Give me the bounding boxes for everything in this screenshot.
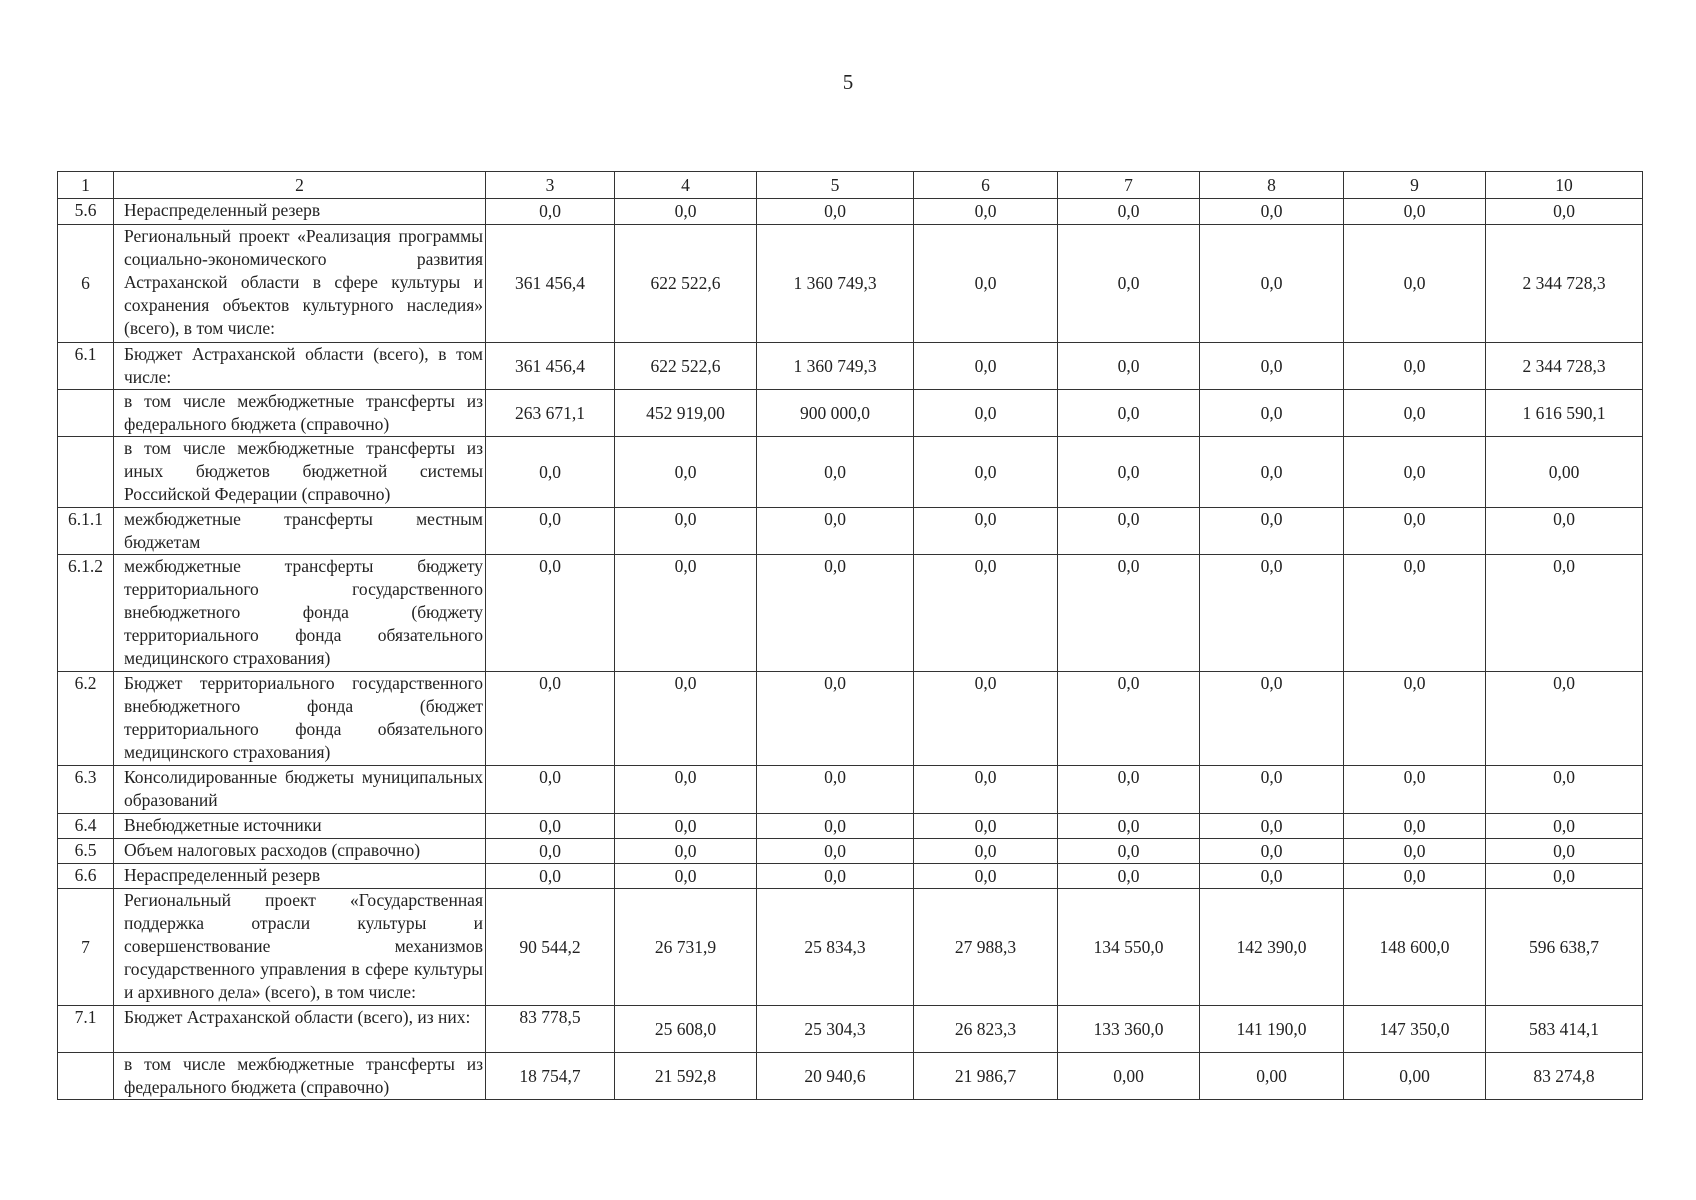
value-cell: 0,0 xyxy=(1200,766,1344,814)
value-cell: 0,0 xyxy=(1200,390,1344,437)
value-cell: 0,0 xyxy=(1486,555,1643,672)
table-row xyxy=(58,437,1643,508)
value-cell: 0,0 xyxy=(1200,839,1344,864)
row-description: в том числе межбюджетные трансферты из иных бюджетов бюджетной системы Российской Федерации (справочно) xyxy=(114,437,486,508)
value-cell: 0,0 xyxy=(914,199,1058,225)
value-cell: 0,0 xyxy=(1344,508,1486,555)
value-cell: 583 414,1 xyxy=(1486,1006,1643,1053)
value-cell: 0,0 xyxy=(1486,508,1643,555)
value-cell: 26 823,3 xyxy=(914,1006,1058,1053)
header-cell: 10 xyxy=(1486,172,1643,199)
value-cell: 0,0 xyxy=(1200,508,1344,555)
value-cell: 0,0 xyxy=(615,555,757,672)
value-cell: 18 754,7 xyxy=(486,1053,615,1100)
header-cell: 8 xyxy=(1200,172,1344,199)
value-cell: 148 600,0 xyxy=(1344,889,1486,1006)
value-cell: 0,0 xyxy=(1058,555,1200,672)
value-cell: 141 190,0 xyxy=(1200,1006,1344,1053)
budget-table xyxy=(57,171,1643,1100)
table-row xyxy=(58,864,1643,889)
value-cell: 0,0 xyxy=(1058,672,1200,766)
value-cell: 596 638,7 xyxy=(1486,889,1643,1006)
row-number: 6 xyxy=(58,225,114,343)
row-number: 6.2 xyxy=(58,672,114,766)
value-cell: 0,0 xyxy=(757,437,914,508)
value-cell: 0,0 xyxy=(914,225,1058,343)
value-cell: 0,00 xyxy=(1486,437,1643,508)
value-cell: 0,0 xyxy=(1200,814,1344,839)
row-description: Нераспределенный резерв xyxy=(114,199,486,225)
row-description: Внебюджетные источники xyxy=(114,814,486,839)
value-cell: 27 988,3 xyxy=(914,889,1058,1006)
value-cell: 0,0 xyxy=(1200,555,1344,672)
value-cell: 134 550,0 xyxy=(1058,889,1200,1006)
value-cell: 0,0 xyxy=(1058,814,1200,839)
value-cell: 0,0 xyxy=(615,864,757,889)
value-cell: 0,0 xyxy=(486,672,615,766)
row-number: 6.6 xyxy=(58,864,114,889)
value-cell: 25 834,3 xyxy=(757,889,914,1006)
row-number xyxy=(58,437,114,508)
page-number: 5 xyxy=(842,70,854,94)
table-row xyxy=(58,1006,1643,1053)
value-cell: 83 778,5 xyxy=(486,1006,615,1053)
value-cell: 0,0 xyxy=(757,814,914,839)
value-cell: 1 360 749,3 xyxy=(757,343,914,390)
table-row xyxy=(58,508,1643,555)
value-cell: 0,0 xyxy=(1344,766,1486,814)
value-cell: 0,0 xyxy=(757,766,914,814)
value-cell: 0,0 xyxy=(1344,555,1486,672)
value-cell: 0,0 xyxy=(615,814,757,839)
value-cell: 622 522,6 xyxy=(615,225,757,343)
value-cell: 0,0 xyxy=(1200,864,1344,889)
value-cell: 0,0 xyxy=(486,437,615,508)
value-cell: 0,0 xyxy=(1058,390,1200,437)
value-cell: 20 940,6 xyxy=(757,1053,914,1100)
header-cell: 2 xyxy=(114,172,486,199)
row-number: 6.5 xyxy=(58,839,114,864)
value-cell: 0,0 xyxy=(1058,199,1200,225)
row-number: 6.1.2 xyxy=(58,555,114,672)
row-description: Бюджет территориального государственного внебюджетного фонда (бюджет территориального фонда обязательного медицинского страхования) xyxy=(114,672,486,766)
value-cell: 0,00 xyxy=(1344,1053,1486,1100)
row-number: 7.1 xyxy=(58,1006,114,1053)
table-row xyxy=(58,672,1643,766)
table-row xyxy=(58,839,1643,864)
value-cell: 0,0 xyxy=(486,555,615,672)
row-description: межбюджетные трансферты бюджету территориального государственного внебюджетного фонда (бюджету территориального фонда обязательного медицинского страхования) xyxy=(114,555,486,672)
value-cell: 0,0 xyxy=(1344,437,1486,508)
value-cell: 0,0 xyxy=(914,766,1058,814)
value-cell: 0,0 xyxy=(1344,814,1486,839)
value-cell: 0,0 xyxy=(1486,766,1643,814)
value-cell: 0,0 xyxy=(757,672,914,766)
value-cell: 142 390,0 xyxy=(1200,889,1344,1006)
table-row xyxy=(58,889,1643,1006)
value-cell: 1 360 749,3 xyxy=(757,225,914,343)
value-cell: 25 608,0 xyxy=(615,1006,757,1053)
value-cell: 147 350,0 xyxy=(1344,1006,1486,1053)
row-description: межбюджетные трансферты местным бюджетам xyxy=(114,508,486,555)
value-cell: 21 592,8 xyxy=(615,1053,757,1100)
value-cell: 0,0 xyxy=(615,508,757,555)
table-row xyxy=(58,199,1643,225)
header-cell: 3 xyxy=(486,172,615,199)
row-description: Бюджет Астраханской области (всего), в том числе: xyxy=(114,343,486,390)
header-cell: 9 xyxy=(1344,172,1486,199)
value-cell: 0,0 xyxy=(1486,814,1643,839)
header-cell: 5 xyxy=(757,172,914,199)
value-cell: 0,0 xyxy=(1344,864,1486,889)
value-cell: 0,0 xyxy=(1200,343,1344,390)
value-cell: 133 360,0 xyxy=(1058,1006,1200,1053)
row-description: Бюджет Астраханской области (всего), из них: xyxy=(114,1006,486,1053)
value-cell: 0,0 xyxy=(615,437,757,508)
header-cell: 7 xyxy=(1058,172,1200,199)
table-row xyxy=(58,390,1643,437)
value-cell: 0,0 xyxy=(1344,225,1486,343)
table-row xyxy=(58,225,1643,343)
row-number: 6.4 xyxy=(58,814,114,839)
value-cell: 0,0 xyxy=(1344,672,1486,766)
value-cell: 21 986,7 xyxy=(914,1053,1058,1100)
value-cell: 0,0 xyxy=(1486,672,1643,766)
value-cell: 25 304,3 xyxy=(757,1006,914,1053)
row-number xyxy=(58,1053,114,1100)
row-number: 6.1.1 xyxy=(58,508,114,555)
value-cell: 0,0 xyxy=(1200,437,1344,508)
row-description: в том числе межбюджетные трансферты из федерального бюджета (справочно) xyxy=(114,1053,486,1100)
header-cell: 1 xyxy=(58,172,114,199)
value-cell: 0,0 xyxy=(486,766,615,814)
value-cell: 0,0 xyxy=(1058,343,1200,390)
value-cell: 0,0 xyxy=(1058,864,1200,889)
value-cell: 0,0 xyxy=(757,199,914,225)
table-row xyxy=(58,343,1643,390)
value-cell: 0,0 xyxy=(1344,390,1486,437)
value-cell: 0,0 xyxy=(1058,225,1200,343)
value-cell: 0,0 xyxy=(757,864,914,889)
value-cell: 0,0 xyxy=(914,508,1058,555)
value-cell: 0,0 xyxy=(914,814,1058,839)
value-cell: 2 344 728,3 xyxy=(1486,225,1643,343)
value-cell: 0,0 xyxy=(615,766,757,814)
value-cell: 0,0 xyxy=(1058,839,1200,864)
row-description: Объем налоговых расходов (справочно) xyxy=(114,839,486,864)
value-cell: 0,0 xyxy=(757,839,914,864)
table-row xyxy=(58,814,1643,839)
value-cell: 0,0 xyxy=(486,814,615,839)
value-cell: 2 344 728,3 xyxy=(1486,343,1643,390)
value-cell: 0,00 xyxy=(1058,1053,1200,1100)
value-cell: 0,0 xyxy=(914,672,1058,766)
value-cell: 0,0 xyxy=(486,839,615,864)
value-cell: 0,0 xyxy=(1058,766,1200,814)
value-cell: 0,0 xyxy=(1344,343,1486,390)
value-cell: 0,0 xyxy=(757,508,914,555)
row-description: в том числе межбюджетные трансферты из федерального бюджета (справочно) xyxy=(114,390,486,437)
value-cell: 0,0 xyxy=(615,672,757,766)
row-number: 5.6 xyxy=(58,199,114,225)
value-cell: 361 456,4 xyxy=(486,225,615,343)
value-cell: 0,0 xyxy=(1200,672,1344,766)
value-cell: 0,0 xyxy=(757,555,914,672)
value-cell: 0,0 xyxy=(615,839,757,864)
value-cell: 0,0 xyxy=(914,437,1058,508)
value-cell: 0,0 xyxy=(1344,199,1486,225)
value-cell: 361 456,4 xyxy=(486,343,615,390)
table-row xyxy=(58,555,1643,672)
row-description: Консолидированные бюджеты муниципальных образований xyxy=(114,766,486,814)
row-number: 7 xyxy=(58,889,114,1006)
header-cell: 6 xyxy=(914,172,1058,199)
row-description: Региональный проект «Реализация программы социально-экономического развития Астраханской области в сфере культуры и сохранения объектов культурного наследия» (всего), в том числе: xyxy=(114,225,486,343)
value-cell: 0,0 xyxy=(486,199,615,225)
value-cell: 0,0 xyxy=(914,343,1058,390)
value-cell: 0,0 xyxy=(914,390,1058,437)
value-cell: 90 544,2 xyxy=(486,889,615,1006)
value-cell: 0,0 xyxy=(914,864,1058,889)
value-cell: 0,00 xyxy=(1200,1053,1344,1100)
value-cell: 0,0 xyxy=(486,864,615,889)
table-row xyxy=(58,766,1643,814)
row-description: Региональный проект «Государственная поддержка отрасли культуры и совершенствование механизмов государственного управления в сфере культуры и архивного дела» (всего), в том числе: xyxy=(114,889,486,1006)
table-row xyxy=(58,1053,1643,1100)
row-number: 6.3 xyxy=(58,766,114,814)
value-cell: 0,0 xyxy=(1200,199,1344,225)
value-cell: 0,0 xyxy=(914,555,1058,672)
value-cell: 0,0 xyxy=(914,839,1058,864)
value-cell: 0,0 xyxy=(1486,864,1643,889)
value-cell: 83 274,8 xyxy=(1486,1053,1643,1100)
value-cell: 0,0 xyxy=(1200,225,1344,343)
value-cell: 0,0 xyxy=(1486,839,1643,864)
value-cell: 263 671,1 xyxy=(486,390,615,437)
value-cell: 452 919,00 xyxy=(615,390,757,437)
value-cell: 26 731,9 xyxy=(615,889,757,1006)
row-description: Нераспределенный резерв xyxy=(114,864,486,889)
value-cell: 0,0 xyxy=(1058,508,1200,555)
value-cell: 622 522,6 xyxy=(615,343,757,390)
value-cell: 0,0 xyxy=(1486,199,1643,225)
row-number: 6.1 xyxy=(58,343,114,390)
header-cell: 4 xyxy=(615,172,757,199)
value-cell: 900 000,0 xyxy=(757,390,914,437)
value-cell: 1 616 590,1 xyxy=(1486,390,1643,437)
value-cell: 0,0 xyxy=(1058,437,1200,508)
value-cell: 0,0 xyxy=(1344,839,1486,864)
value-cell: 0,0 xyxy=(486,508,615,555)
row-number xyxy=(58,390,114,437)
value-cell: 0,0 xyxy=(615,199,757,225)
header-row xyxy=(58,172,1643,199)
